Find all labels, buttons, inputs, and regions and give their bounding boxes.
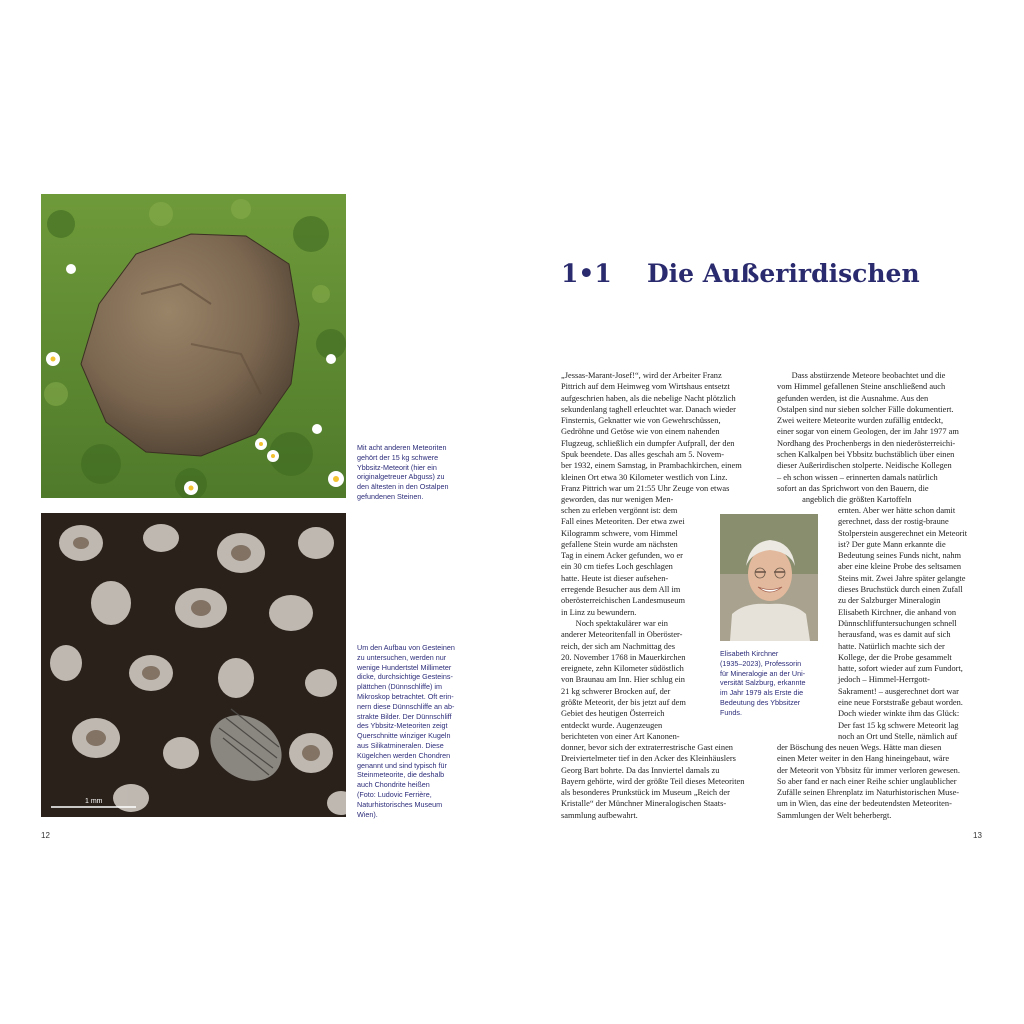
chapter-number: 1•1 — [561, 259, 612, 288]
page-number-left: 12 — [41, 831, 50, 840]
body-column-right-middle: ernten. Aber wer hätte schon damit gerechnet, dass der rostig-braune Stolperstein ausgerechnet ein Meteorit ist? Der gute Mann erkannte die Bedeutung seines Funds nicht, nahm aber eine kleine Probe des seltsamen Steins mit. Zwei Jahre später gelangte dieses Bruchstück durch einen Zufall zu der Salzburger Mineralogin Elisabeth Kirchner, die anhand von Dünnschliffuntersuchungen schnell herausfand, was es damit auf sich hatte. Natürlich machte sich der Kollege, der die Probe gesammelt hatte, sofort wieder auf zum Fundort, jedoch – Himmel-Herrgott- Sakrament! – ausgerechnet dort war eine neue Forststraße gebaut worden. Doch wieder winkte ihm das Glück: Der fast 15 kg schwere Meteorit lag noch an Ort und Stelle, nämlich auf — [838, 506, 968, 741]
thin-section-photo — [41, 513, 346, 817]
page-number-right: 13 — [973, 831, 982, 840]
scale-bar-label: 1 mm — [85, 798, 103, 805]
portrait-photo — [720, 514, 818, 641]
chapter-title: Die Außerirdischen — [647, 259, 920, 288]
thin-section-micrograph-photo-icon — [41, 513, 346, 817]
meteorite-photo — [41, 194, 346, 498]
body-column-left-bottom: donner, bevor sich der extraterrestrische Gast einen Dreiviertelmeter tief in den Acker des Kleinhäuslers Georg Bart bohrte. Da das Innviertel damals zu Bayern gehörte, wird der größte Teil dieses Meteoriten als besonderes Prunkstück im Museum „Reich der Kristalle“ der Münchner Mineralogischen Staats- sammlung aufbewahrt. — [561, 743, 745, 820]
body-column-right-bottom: der Böschung des neuen Wegs. Hätte man diesen einen Meter weiter in den Hang hineingebaut, wäre der Meteorit von Ybbsitz für immer verloren gewesen. So aber fand er nach einer Reihe schier unglaublicher Zufälle seinen Ehrenplatz im Naturhistorischen Muse- um in Wien, das eine der bedeutendsten Meteoriten- Sammlungen der Welt beherbergt. — [777, 743, 960, 820]
body-column-left-top: „Jessas-Marant-Josef!“, wird der Arbeiter Franz Pittrich auf dem Heimweg vom Wirtshaus entsetzt aufgeschrien haben, als die nebelige Nacht plötzlich sekundenlang taghell erleuchtet war. Danach wieder Finsternis, Geknatter wie von Gewehrschüssen, Gedröhne und Getöse wie von einem nahenden Flugzeug, schließlich ein dumpfer Aufprall, der den Spuk beendete. Das alles geschah am 5. Novem- ber 1932, einem Samstag, in Prambachkirchen, einem kleinen Ort etwa 30 Kilometer westlich von Linz. Franz Pittrich war um 21:55 Uhr Zeuge von etwas geworden, das nur wenigen Men- — [561, 371, 742, 505]
caption-meteorite: Mit acht anderen Meteoriten gehört der 15 kg schwere Ybbsitz-Meteorit (hier ein originalgetreuer Abguss) zu den ältesten in den Ostalpen gefundenen Steinen. — [357, 443, 449, 501]
portrait-photo-elisabeth-kirchner-icon — [720, 514, 818, 641]
caption-portrait: Elisabeth Kirchner (1935–2023), Professorin für Mineralogie an der Uni- versität Salzburg, erkannte im Jahr 1979 als Erste die Bedeutung des Ybbsitzer Funds. — [720, 649, 806, 717]
meteorite-on-grass-photo-icon — [41, 194, 346, 498]
caption-thinsection: Um den Aufbau von Gesteinen zu untersuchen, werden nur wenige Hundertstel Millimeter dicke, durchsichtige Gesteins- plättchen (Dünnschliffe) im Mikroskop betrachtet. Oft erin- nern diese Dünnschliffe an ab- strakte Bilder. Der Dünnschliff des Ybbsitz-Meteoriten zeigt Querschnitte winziger Kugeln aus Silikatmineralen. Diese Kügelchen werden Chondren genannt und sind typisch für Steinmeteorite, die deshalb auch Chondrite heißen (Foto: Ludovic Ferrière, Naturhistorisches Museum Wien). — [357, 643, 455, 819]
body-column-right-top: Dass abstürzende Meteore beobachtet und die vom Himmel gefallenen Steine anschließend auch gefunden werden, ist die Ausnahme. Aus den Ostalpen sind nur sieben solcher Fälle dokumentiert. Zwei weitere Meteorite wurden zufällig entdeckt, einer sogar von einem Geologen, der im Jahr 1977 am Nordhang des Prochenbergs in den niederösterreichi- schen Kalkalpen bei Ybbsitz buchstäblich über einen dieser Außerirdischen stolperte. Neidische Kollegen – eh schon wissen – erinnerten damals natürlich sofort an das Sprichwort von den Bauern, die angeblich die größten Kartoffeln — [777, 371, 959, 505]
body-column-left-middle: schen zu erleben vergönnt ist: dem Fall eines Meteoriten. Der etwa zwei Kilogramm schwere, vom Himmel gefallene Stein wurde am nächsten Tag in einem Acker gefunden, wo er ein 30 cm tiefes Loch geschlagen hatte. Heute ist dieser aufsehen- erregende Besucher aus dem All im oberösterreichischen Landesmuseum in Linz zu bewundern. Noch spektakulärer war ein anderer Meteoritenfall in Oberöster- reich, der sich am Nachmittag des 20. November 1768 in Mauerkirchen ereignete, zehn Kilometer südöstlich von Braunau am Inn. Hier schlug ein 21 kg schwerer Brocken auf, der größte Meteorit, der bis jetzt auf dem Gebiet des heutigen Österreich entdeckt wurde. Augenzeugen berichteten von einer Art Kanonen- — [561, 506, 686, 741]
